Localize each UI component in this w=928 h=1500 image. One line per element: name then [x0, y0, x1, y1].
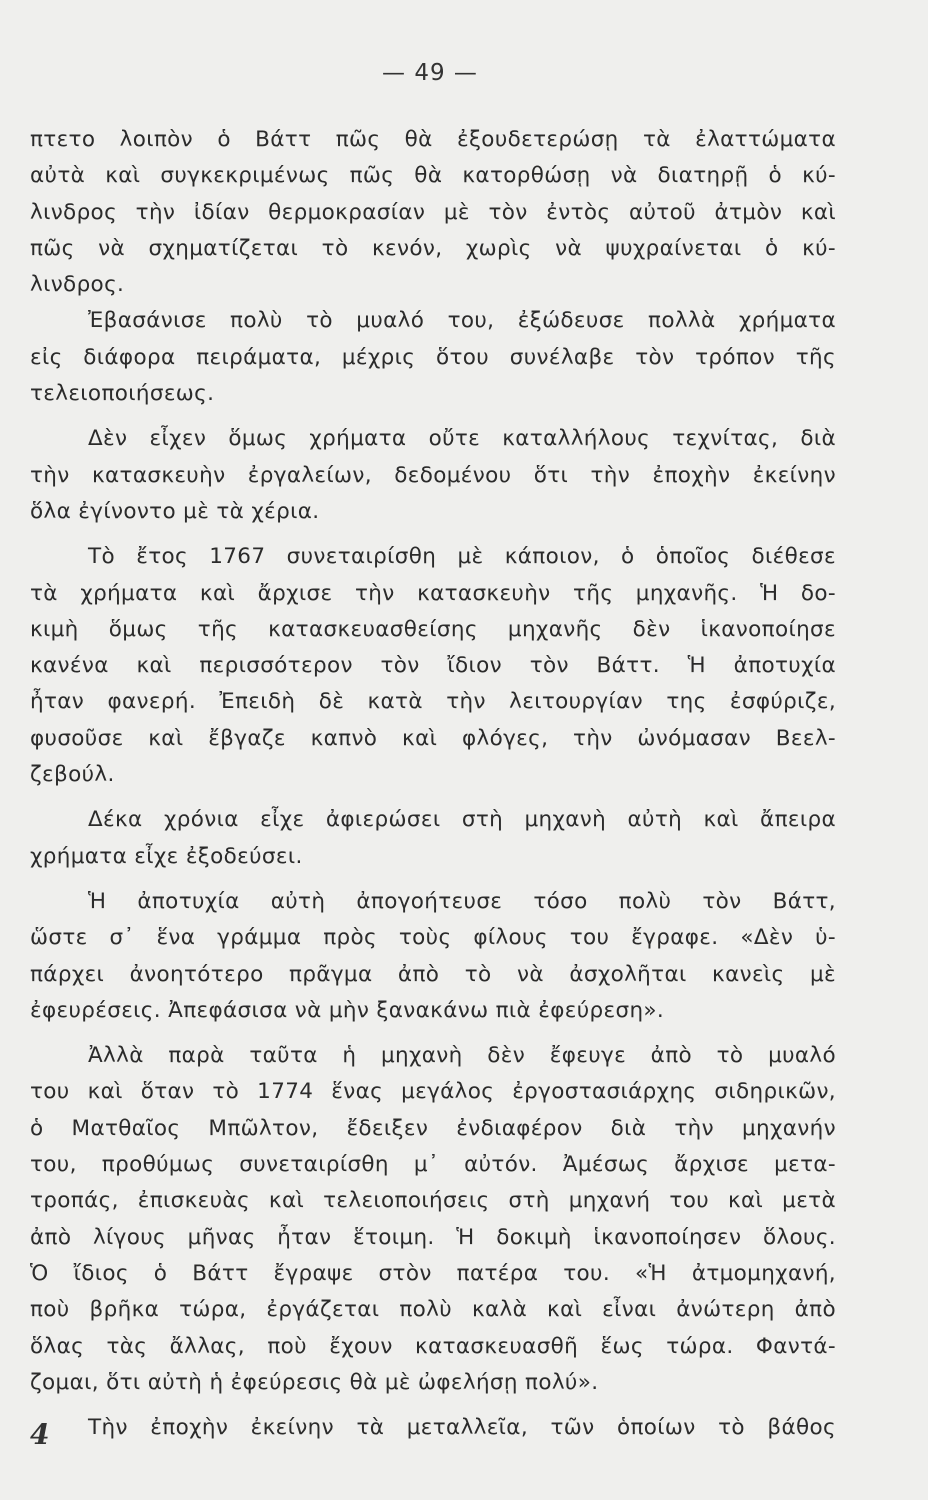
text-line: τροπάς, ἐπισκευὰς καὶ τελειοποιήσεις στὴ μηχανή του καὶ μετὰ — [30, 1188, 836, 1214]
text-line: κανένα καὶ περισσότερον τὸν ἴδιον τὸν Βάττ. Ἡ ἀποτυχία — [30, 653, 836, 679]
paragraph-start-line: Δὲν εἶχεν ὅμως χρήματα οὔτε καταλλήλους τεχνίτας, διὰ — [88, 426, 836, 452]
text-line: ὅλα ἐγίνοντο μὲ τὰ χέρια. — [30, 498, 320, 524]
text-line: ἐφευρέσεις. Ἀπεφάσισα νὰ μὴν ξανακάνω πιὰ ἐφεύρεση». — [30, 997, 665, 1023]
paragraph-start-line: Τὴν ἐποχὴν ἐκείνην τὰ μεταλλεῖα, τῶν ὁποίων τὸ βάθος — [88, 1415, 836, 1441]
text-line: χρήματα εἶχε ἐξοδεύσει. — [30, 843, 303, 869]
text-line: Ὁ ἴδιος ὁ Βάττ ἔγραψε στὸν πατέρα του. «Ἡ ἀτμομηχανή, — [30, 1260, 836, 1286]
text-line: τὴν κατασκευὴν ἐργαλείων, δεδομένου ὅτι τὴν ἐποχὴν ἐκείνην — [30, 462, 836, 488]
text-line: πάρχει ἀνοητότερο πρᾶγμα ἀπὸ τὸ νὰ ἀσχολῆται κανεὶς μὲ — [30, 961, 836, 987]
text-line: ὅλας τὰς ἄλλας, ποὺ ἔχουν κατασκευασθῆ ἕως τώρα. Φαντά- — [30, 1333, 836, 1359]
page-number: — 49 — — [382, 60, 478, 86]
text-line: τελειοποιήσεως. — [30, 381, 215, 407]
text-line: πτετο λοιπὸν ὁ Βάττ πῶς θὰ ἐξουδετερώσῃ τὰ ἐλαττώματα — [30, 127, 836, 152]
text-line: τὰ χρήματα καὶ ἄρχισε τὴν κατασκευὴν τῆς μηχανῆς. Ἡ δο- — [30, 580, 836, 606]
text-line: ἀπὸ λίγους μῆνας ἦταν ἕτοιμη. Ἡ δοκιμὴ ἱκανοποίησεν ὅλους. — [30, 1224, 836, 1250]
text-line: λινδρος. — [30, 272, 125, 298]
text-line: του, προθύμως συνεταιρίσθη μ᾿ αὐτόν. Ἀμέσως ἄρχισε μετα- — [30, 1152, 836, 1178]
text-line: κιμὴ ὅμως τῆς κατασκευασθείσης μηχανῆς δὲν ἱκανοποίησε — [30, 616, 836, 642]
text-line: ἦταν φανερή. Ἐπειδὴ δὲ κατὰ τὴν λειτουργίαν της ἐσφύριζε, — [30, 689, 836, 715]
paragraph-start-line: Ἡ ἀποτυχία αὐτὴ ἀπογοήτευσε τόσο πολὺ τὸν Βάττ, — [88, 888, 836, 914]
text-line: εἰς διάφορα πειράματα, μέχρις ὅτου συνέλαβε τὸν τρόπον τῆς — [30, 344, 836, 370]
printer-signature-mark: 4 — [30, 1418, 50, 1451]
paragraph-start-line: Ἐβασάνισε πολὺ τὸ μυαλό του, ἐξώδευσε πολλὰ χρήματα — [88, 308, 836, 334]
text-line: ὥστε σ᾿ ἕνα γράμμα πρὸς τοὺς φίλους του ἔγραφε. «Δὲν ὑ- — [30, 925, 836, 951]
text-line: ὁ Ματθαῖος Μπῶλτον, ἔδειξεν ἐνδιαφέρον διὰ τὴν μηχανήν — [30, 1115, 836, 1141]
text-line: του καὶ ὅταν τὸ 1774 ἕνας μεγάλος ἐργοστασιάρχης σιδηρικῶν, — [30, 1079, 836, 1105]
text-line: ποὺ βρῆκα τώρα, ἐργάζεται πολὺ καλὰ καὶ εἶναι ἀνώτερη ἀπὸ — [30, 1297, 836, 1323]
text-line: πῶς νὰ σχηματίζεται τὸ κενόν, χωρὶς νὰ ψυχραίνεται ὁ κύ- — [30, 235, 836, 261]
text-line: αὐτὰ καὶ συγκεκριμένως πῶς θὰ κατορθώσῃ νὰ διατηρῇ ὁ κύ- — [30, 163, 836, 189]
paragraph-start-line: Δέκα χρόνια εἶχε ἀφιερώσει στὴ μηχανὴ αὐτὴ καὶ ἄπειρα — [88, 807, 836, 833]
paragraph-start-line: Τὸ ἔτος 1767 συνεταιρίσθη μὲ κάποιον, ὁ ὁποῖος διέθεσε — [88, 544, 836, 570]
text-line: ζομαι, ὅτι αὐτὴ ἡ ἐφεύρεσις θὰ μὲ ὠφελήσῃ πολύ». — [30, 1369, 599, 1395]
paragraph-start-line: Ἀλλὰ παρὰ ταῦτα ἡ μηχανὴ δὲν ἔφευγε ἀπὸ τὸ μυαλό — [88, 1043, 836, 1069]
text-line: λινδρος τὴν ἰδίαν θερμοκρασίαν μὲ τὸν ἐντὸς αὐτοῦ ἀτμὸν καὶ — [30, 199, 836, 225]
body-text — [30, 122, 836, 1446]
text-line: φυσοῦσε καὶ ἔβγαζε καπνὸ καὶ φλόγες, τὴν ὠνόμασαν Βεελ- — [30, 725, 836, 751]
text-line: ζεβούλ. — [30, 762, 115, 788]
